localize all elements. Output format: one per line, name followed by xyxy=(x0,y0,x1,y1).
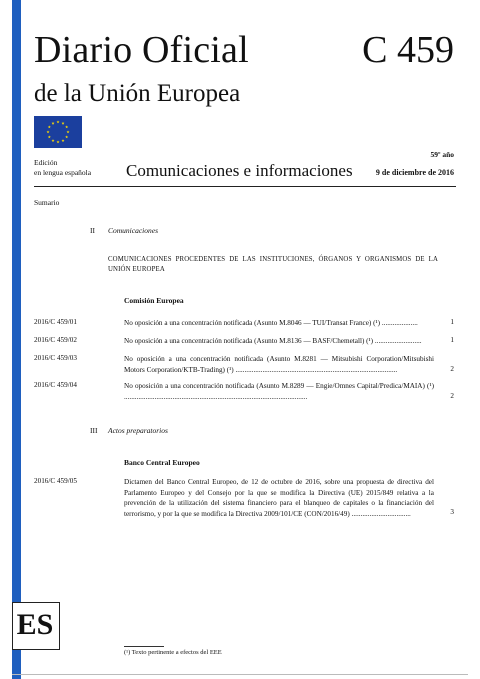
eu-flag-icon xyxy=(34,116,82,148)
star-icon xyxy=(56,140,59,143)
summary-heading: Sumario xyxy=(34,198,60,207)
footnote-divider xyxy=(124,646,164,647)
star-icon xyxy=(65,125,68,128)
star-icon xyxy=(66,130,69,133)
entry-page: 1 xyxy=(450,336,454,344)
entry-page: 2 xyxy=(450,365,454,373)
header-divider xyxy=(34,186,456,187)
edition-line-2: en lengua española xyxy=(34,167,92,177)
page-bottom-edge xyxy=(12,674,468,675)
year-label: 59º año xyxy=(430,150,454,159)
language-code: ES xyxy=(16,608,54,641)
star-icon xyxy=(48,135,51,138)
section-number: III xyxy=(90,426,98,435)
star-icon xyxy=(56,120,59,123)
section-subtitle: COMUNICACIONES PROCEDENTES DE LAS INSTITUCIONES, ÓRGANOS Y ORGANISMOS DE LA UNIÓN EUROPEA xyxy=(108,256,438,273)
footnote: (¹) Texto pertinente a efectos del EEE xyxy=(124,649,222,656)
section-number: II xyxy=(90,226,95,235)
entry-link[interactable]: Dictamen del Banco Central Europeo, de 12 de octubre de 2016, sobre una propuesta de directiva del Parlamento Europeo y del Consejo por la que se modifica la Directiva (UE) 2015/849 relativa a la prevención de la utilización del sistema financiero para el blanqueo de capitales o la financiación del terrorismo, y por la que se modifica la Directiva 2009/101/CE (CON/2016/49) ................................. xyxy=(124,478,434,518)
journal-title: Diario Oficial xyxy=(34,29,249,71)
star-icon xyxy=(51,139,54,142)
star-icon xyxy=(51,122,54,125)
section-heading: Comunicaciones e informaciones xyxy=(126,161,353,180)
star-icon xyxy=(61,122,64,125)
organization-heading: Banco Central Europeo xyxy=(124,458,200,467)
entry-reference: 2016/C 459/05 xyxy=(34,477,77,485)
eu-stars-icon xyxy=(34,116,82,148)
star-icon xyxy=(61,139,64,142)
entry-link[interactable]: No oposición a una concentración notificada (Asunto M.8281 — Mitsubishi Corporation/Mitsubishi Motors Corporation/KTB-Trading) (¹) .......................................................................................... xyxy=(124,355,434,374)
organization-heading: Comisión Europea xyxy=(124,296,184,305)
section-title: Comunicaciones xyxy=(108,226,158,235)
entry-link[interactable]: No oposición a una concentración notificada (Asunto M.8136 — BASF/Chemetall) (¹) .......................... xyxy=(124,337,422,345)
entry-link[interactable]: No oposición a una concentración notificada (Asunto M.8046 — TUI/Transat France) (¹) .................... xyxy=(124,319,418,327)
entry-page: 3 xyxy=(450,508,454,516)
entry-reference: 2016/C 459/04 xyxy=(34,381,77,389)
star-icon xyxy=(48,125,51,128)
entry-reference: 2016/C 459/03 xyxy=(34,354,77,362)
entry-page: 2 xyxy=(450,392,454,400)
entry-reference: 2016/C 459/02 xyxy=(34,336,77,344)
journal-subtitle: de la Unión Europea xyxy=(34,80,241,107)
publication-date: 9 de diciembre de 2016 xyxy=(375,168,454,177)
entry-page: 1 xyxy=(450,318,454,326)
star-icon xyxy=(46,130,49,133)
issue-number: C 459 xyxy=(362,29,454,71)
star-icon xyxy=(65,135,68,138)
section-title: Actos preparatorios xyxy=(108,426,168,435)
edition-line-1: Edición xyxy=(34,158,58,167)
entry-reference: 2016/C 459/01 xyxy=(34,318,77,326)
edition-label xyxy=(34,158,91,177)
entry-link[interactable]: No oposición a una concentración notificada (Asunto M.8289 — Engie/Omnes Capital/Predica/MAIA) (¹) ...................................................................................................... xyxy=(124,382,434,401)
side-color-bar xyxy=(12,0,21,679)
